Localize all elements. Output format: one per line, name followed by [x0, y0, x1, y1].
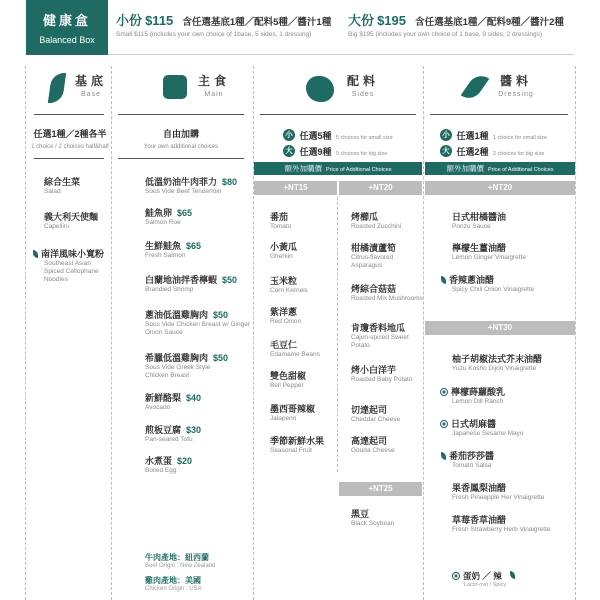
main-item: 煎板豆腐 $30 Pan-seared Tofu: [145, 425, 202, 443]
dressing-big-rule: 大 任選2種 2 choices for big size: [440, 142, 544, 160]
spicy-icon: [441, 452, 446, 460]
rule: [430, 114, 568, 115]
column-divider: [253, 66, 254, 600]
dressing-extra-price-bar: 額外加購價 Price of Additional Choices: [425, 162, 575, 175]
column-divider: [575, 66, 576, 600]
spicy-icon: [33, 250, 38, 258]
main-rule: 自由加購 Your own additional choices: [143, 129, 219, 150]
rule: [34, 158, 104, 159]
column-divider: [111, 66, 112, 600]
side-item: 毛豆仁 Edamame Beans: [270, 340, 320, 358]
side-item: 烤櫛瓜 Roasted Zucchini: [351, 212, 402, 230]
side-item: 番茄 Tomato: [270, 212, 292, 230]
main-item: 水煮蛋 $20 Boiled Egg: [145, 456, 193, 474]
dressing-item: 果香鳳梨油醋 Fresh Pineapple Her Vinaigrette: [452, 483, 545, 501]
dressing-item: 檸檬蒔蘿酸乳 Lemon Dill Ranch: [440, 386, 505, 406]
main-item: 鮭魚卵 $65 Salmon Roe: [145, 208, 193, 226]
side-item: 烤小白洋芋 Roasted Baby Potato: [351, 365, 413, 383]
side-item: 高達起司 Gouda Cheese: [351, 436, 395, 454]
sides-big-rule: 大 任選9種 9 choices for big size: [283, 142, 387, 160]
leaf-icon: [48, 71, 66, 105]
sides-heading: 配料 Sides: [346, 74, 379, 98]
lacto-ovo-icon: [440, 388, 448, 396]
spicy-icon: [510, 571, 515, 579]
side-item: 黑豆 Black Soybean: [351, 509, 395, 527]
big-size-heading: 大份 $195 含任選基底1種／配料9種／醬汁2種: [348, 13, 564, 28]
base-heading: 基底 Base: [74, 74, 107, 98]
side-item: 切達起司 Cheddar Cheese: [351, 405, 401, 423]
dressing-item: 檸檬生薑油醋 Lemon Ginger Vinaigrette: [452, 243, 526, 261]
side-item: 季節新鮮水果 Seasonal Fruit: [270, 436, 325, 454]
dressing-item: 番茄莎莎醬 Tomato Salsa: [441, 450, 494, 470]
flower-icon: [306, 76, 334, 102]
icon-legend: 蛋奶 ／ 辣 Lacto-ovo / Spicy: [452, 570, 506, 588]
sides-tier-20: +NT20: [339, 181, 422, 195]
side-item: 玉米粒 Corn Kernels: [270, 276, 308, 294]
chicken-origin: 雞肉產地：美國 Chicken Origin : USA: [145, 576, 202, 592]
dressing-item: 香辣蔥油醋 Spicy Chili Onion Vinaigrette: [441, 274, 534, 294]
dressing-item: 草莓香草油醋 Fresh Strawberry Herb Vinaigrette: [452, 515, 551, 533]
main-item: 蔥油低溫雞胸肉 $50 Sous Vide Chicken Breast w/ Ginger Onion Sauce: [145, 310, 251, 336]
header-divider: [108, 54, 574, 55]
column-divider: [25, 66, 26, 600]
sides-small-rule: 小 任選5種 5 choices for small size: [283, 126, 393, 144]
main-item: 白蘭地油拌香檸蝦 $50 Brandied Shrimp: [145, 275, 238, 293]
base-item: 南洋風味小寬粉 Southeast Asian Spiced Cellophane Noodles: [33, 248, 111, 284]
lacto-ovo-icon: [452, 572, 460, 580]
big-size-en: Big $195 (includes your own choice of 1 base, 9 sides, 2 dressings): [348, 31, 543, 38]
side-item: 烤綜合菇菇 Roasted Mix Mushrooms: [351, 284, 423, 302]
box-title-zh: 健康盒: [42, 13, 91, 28]
side-item: 小黃瓜 Gherkin: [270, 242, 298, 260]
dressing-item: 日式柑橘醬油 Ponzu Sauce: [452, 212, 507, 230]
main-item: 希臘低溫雞胸肉 $50 Sous Vide Greek Style Chicken Breast: [145, 353, 229, 379]
main-item: 低溫奶油牛肉菲力 $80 Sous Vide Beef Tenderloin: [145, 177, 238, 195]
rule: [118, 114, 244, 115]
spicy-icon: [441, 276, 446, 284]
dressing-small-rule: 小 任選1種 1 choice for small size: [440, 126, 547, 144]
side-item: 肯瓊香料地瓜 Cajun-spiced Sweet Potato: [351, 323, 409, 349]
main-item: 生鮮鮭魚 $65 Fresh Salmon: [145, 241, 202, 259]
bowl-icon: [163, 75, 187, 99]
dressing-tier-30: +NT30: [425, 321, 575, 335]
brand-box: [26, 0, 108, 55]
column-divider: [423, 66, 424, 600]
dressing-tier-20: +NT20: [425, 181, 575, 195]
side-item: 雙色甜椒 Bell Pepper: [270, 371, 307, 389]
sides-subdivider: [337, 197, 338, 472]
small-size-heading: 小份 $115 含任選基底1種／配料5種／醬汁1種: [116, 13, 332, 28]
sides-tier-15: +NT15: [254, 181, 337, 195]
small-size-en: Small $115 (includes your own choice of 1base, 5 sides, 1 dressing): [116, 31, 312, 38]
sides-extra-price-bar: 額外加購價 Price of Additional Choices: [254, 162, 422, 175]
dressing-item: 柚子胡椒法式芥末油醋 Yuzu Kosho Dijon Vinaigrette: [452, 354, 543, 372]
base-item: 義大利天使麵 Capellini: [44, 212, 99, 230]
main-heading: 主食 Main: [197, 74, 230, 98]
lacto-ovo-icon: [440, 420, 448, 428]
base-item: 綜合生菜 Salad: [44, 177, 81, 195]
side-item: 墨西哥辣椒 Jalapeno: [270, 404, 316, 422]
beef-origin: 牛肉產地：紐西蘭 Beef Origin : New Zealand: [145, 553, 216, 569]
rule: [34, 114, 104, 115]
dressing-item: 日式胡麻醬 Japanese Sesame Mayo: [440, 418, 524, 438]
base-rule: 任選1種／2種各半 1 choice / 2 choices half&half: [31, 129, 109, 150]
box-title-en: Balanced Box: [39, 35, 95, 45]
rule: [118, 158, 244, 159]
sides-tier-25: +NT25: [339, 482, 422, 496]
rule: [260, 114, 416, 115]
side-item: 柑橘漬蘆筍 Citrus-flavored Asparagus: [351, 243, 397, 269]
side-item: 紫洋蔥 Red Onion: [270, 307, 302, 325]
dressing-heading: 醬料 Dressing: [498, 74, 534, 98]
main-item: 新鮮酪梨 $40 Avocado: [145, 393, 202, 411]
